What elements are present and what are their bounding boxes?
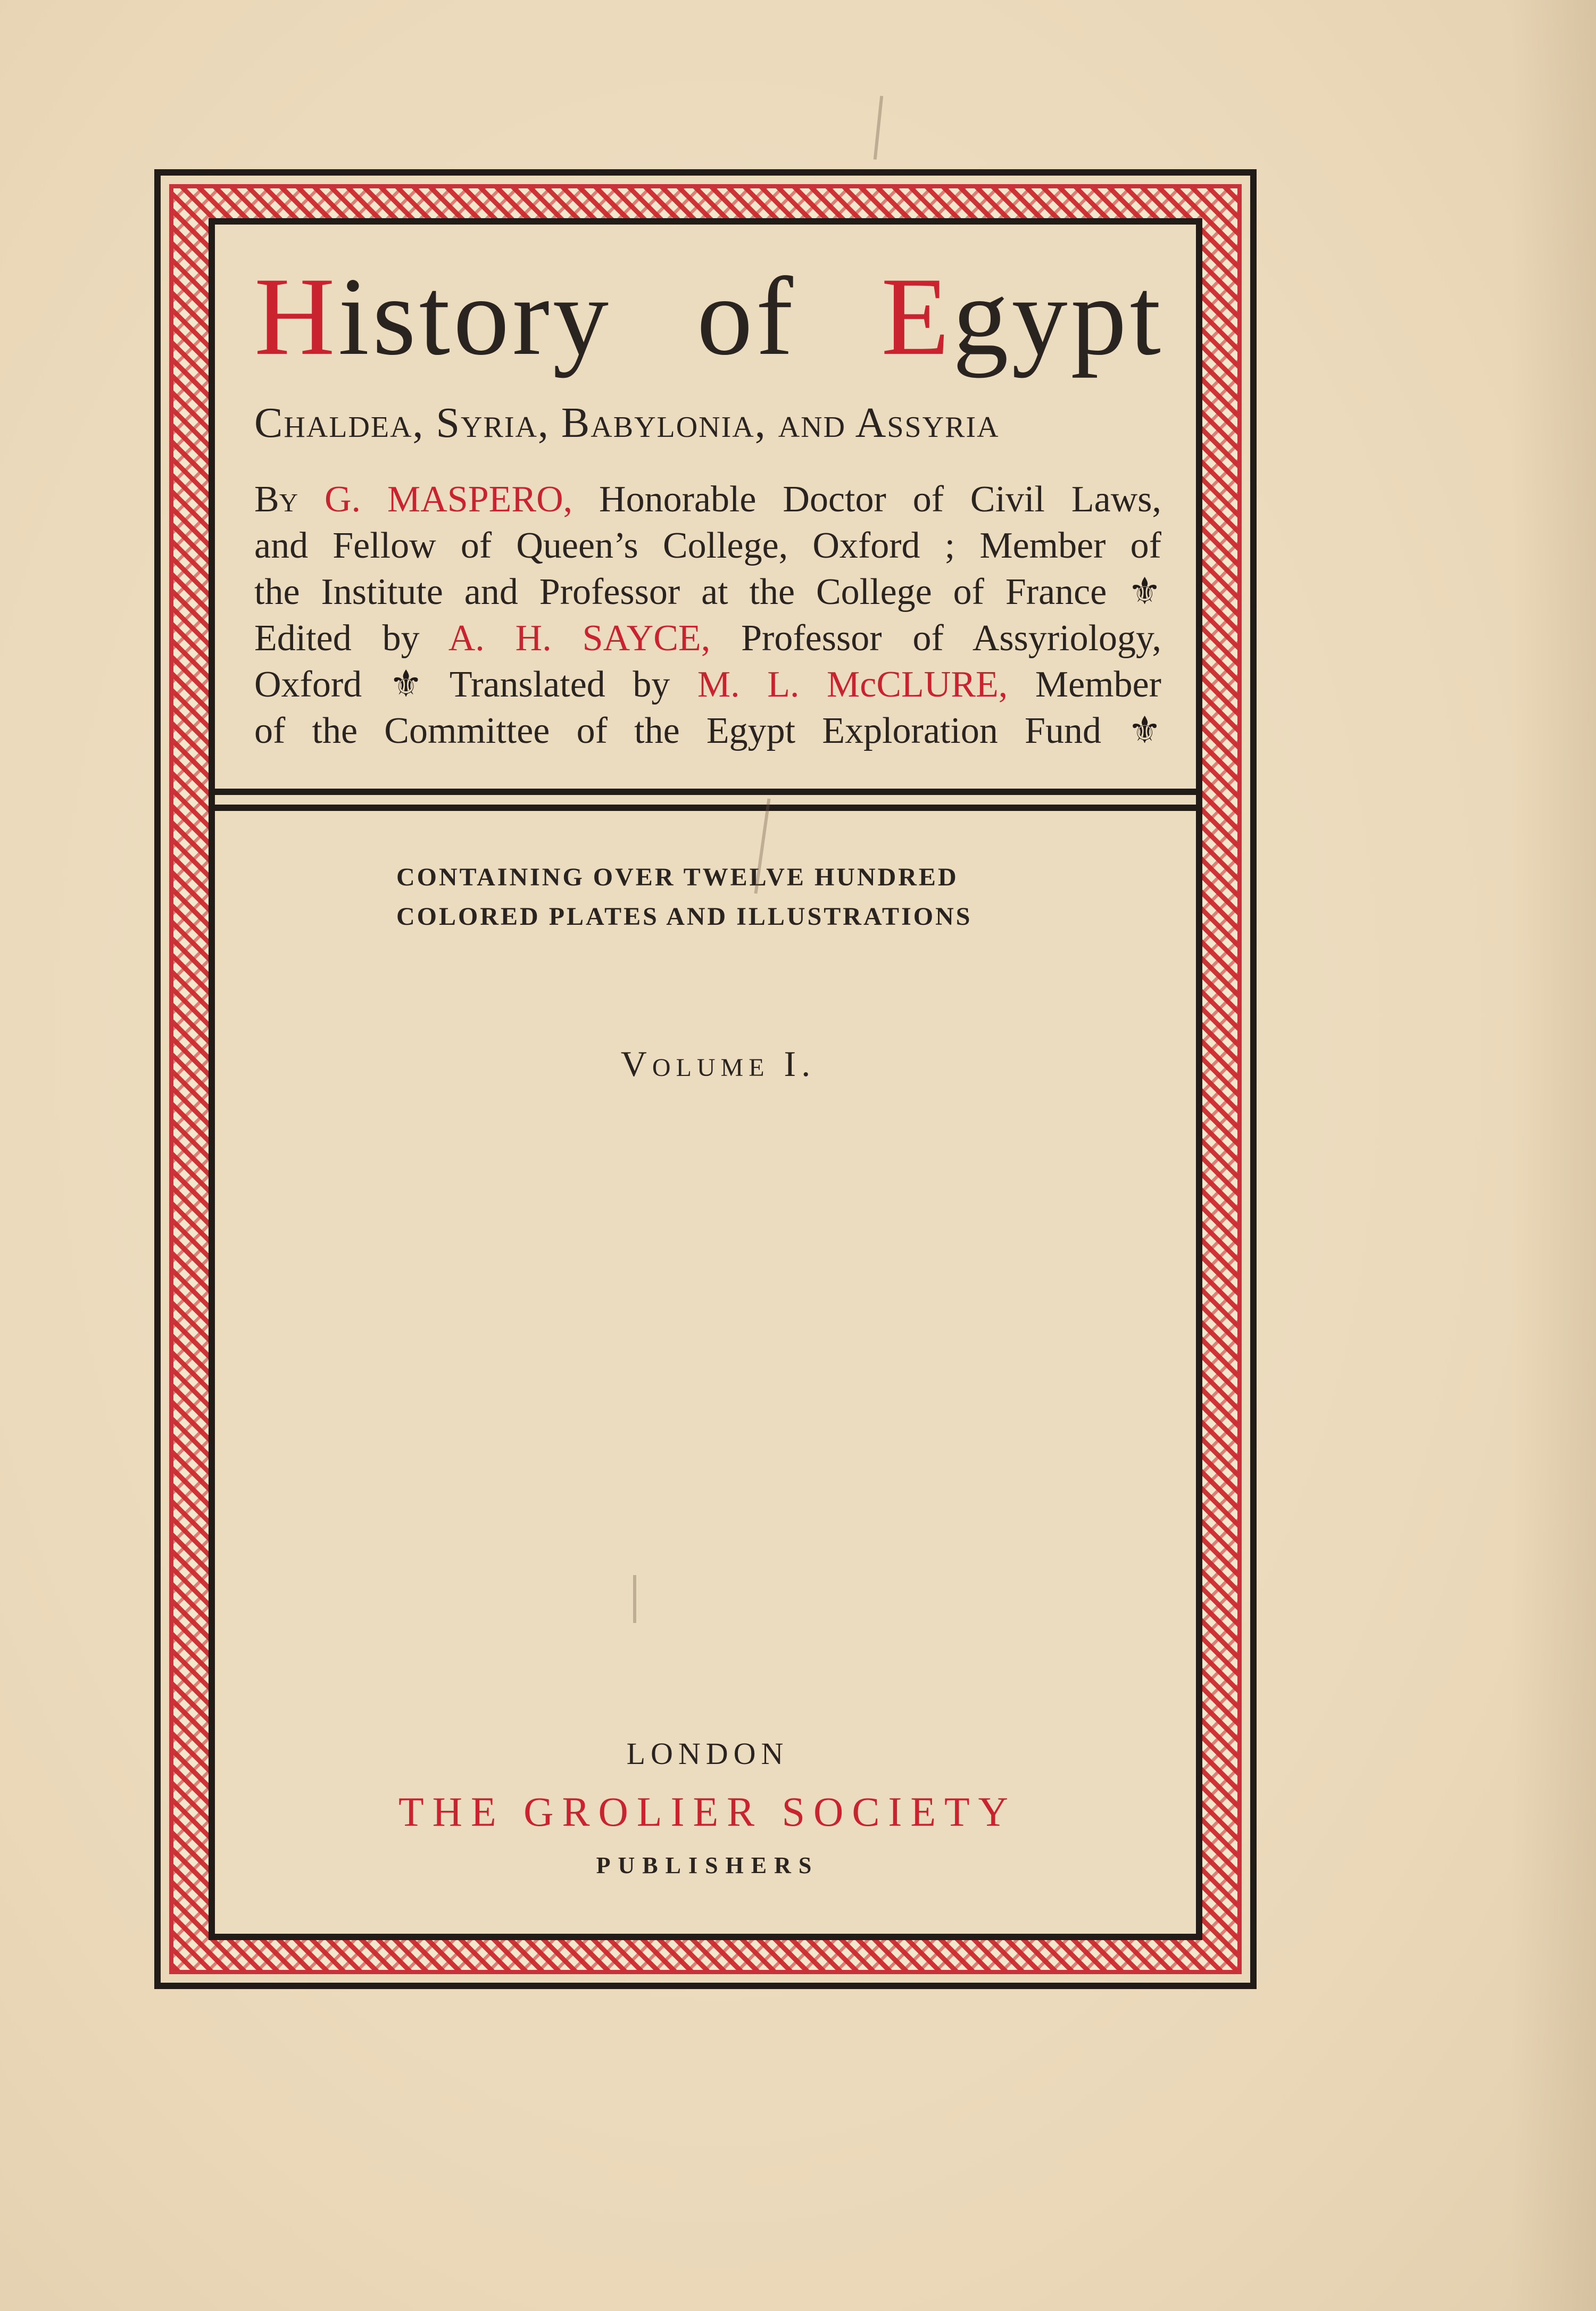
imprint-city: LONDON bbox=[626, 1736, 789, 1771]
credits-block bbox=[254, 476, 1161, 754]
title-word-egypt: Egypt bbox=[881, 255, 1164, 378]
credits-line-4: Edited by A. H. SAYCE, Professor of Assyriology, bbox=[254, 618, 1162, 659]
title-word-of: of bbox=[696, 255, 796, 378]
book-title bbox=[254, 255, 1164, 378]
subtitle: Chaldea, Syria, Babylonia, and Assyria bbox=[254, 400, 1000, 446]
credits-line-5: Oxford ⚜ Translated by M. L. McCLURE, Member bbox=[254, 664, 1161, 705]
contents-note: CONTAINING OVER TWELVE HUNDRED COLORED PLATES AND ILLUSTRATIONS bbox=[396, 863, 972, 931]
credits-line-3: the Institute and Professor at the College of France ⚜ bbox=[254, 571, 1161, 612]
author-name: G. MASPERO, bbox=[325, 479, 573, 520]
fleur-de-lis-icon: ⚜ bbox=[1128, 571, 1161, 612]
paper-crease bbox=[633, 1575, 636, 1623]
editor-name: A. H. SAYCE, bbox=[448, 618, 711, 659]
fleur-de-lis-icon: ⚜ bbox=[1128, 710, 1161, 751]
publishers-label: PUBLISHERS bbox=[596, 1852, 819, 1878]
volume-label: Volume I. bbox=[620, 1043, 816, 1084]
fleur-de-lis-icon: ⚜ bbox=[389, 664, 423, 705]
credits-line-1: By G. MASPERO, Honorable Doctor of Civil Laws, bbox=[254, 479, 1162, 520]
publisher-name: THE GROLIER SOCIETY bbox=[398, 1788, 1017, 1835]
credits-line-2: and Fellow of Queen’s College, Oxford ; Member of bbox=[254, 525, 1161, 566]
paper-crease bbox=[874, 96, 884, 160]
credits-line-6: of the Committee of the Egypt Exploration Fund ⚜ bbox=[254, 710, 1161, 751]
translator-name: M. L. McCLURE, bbox=[697, 664, 1008, 705]
title-word-history: History bbox=[254, 255, 612, 378]
